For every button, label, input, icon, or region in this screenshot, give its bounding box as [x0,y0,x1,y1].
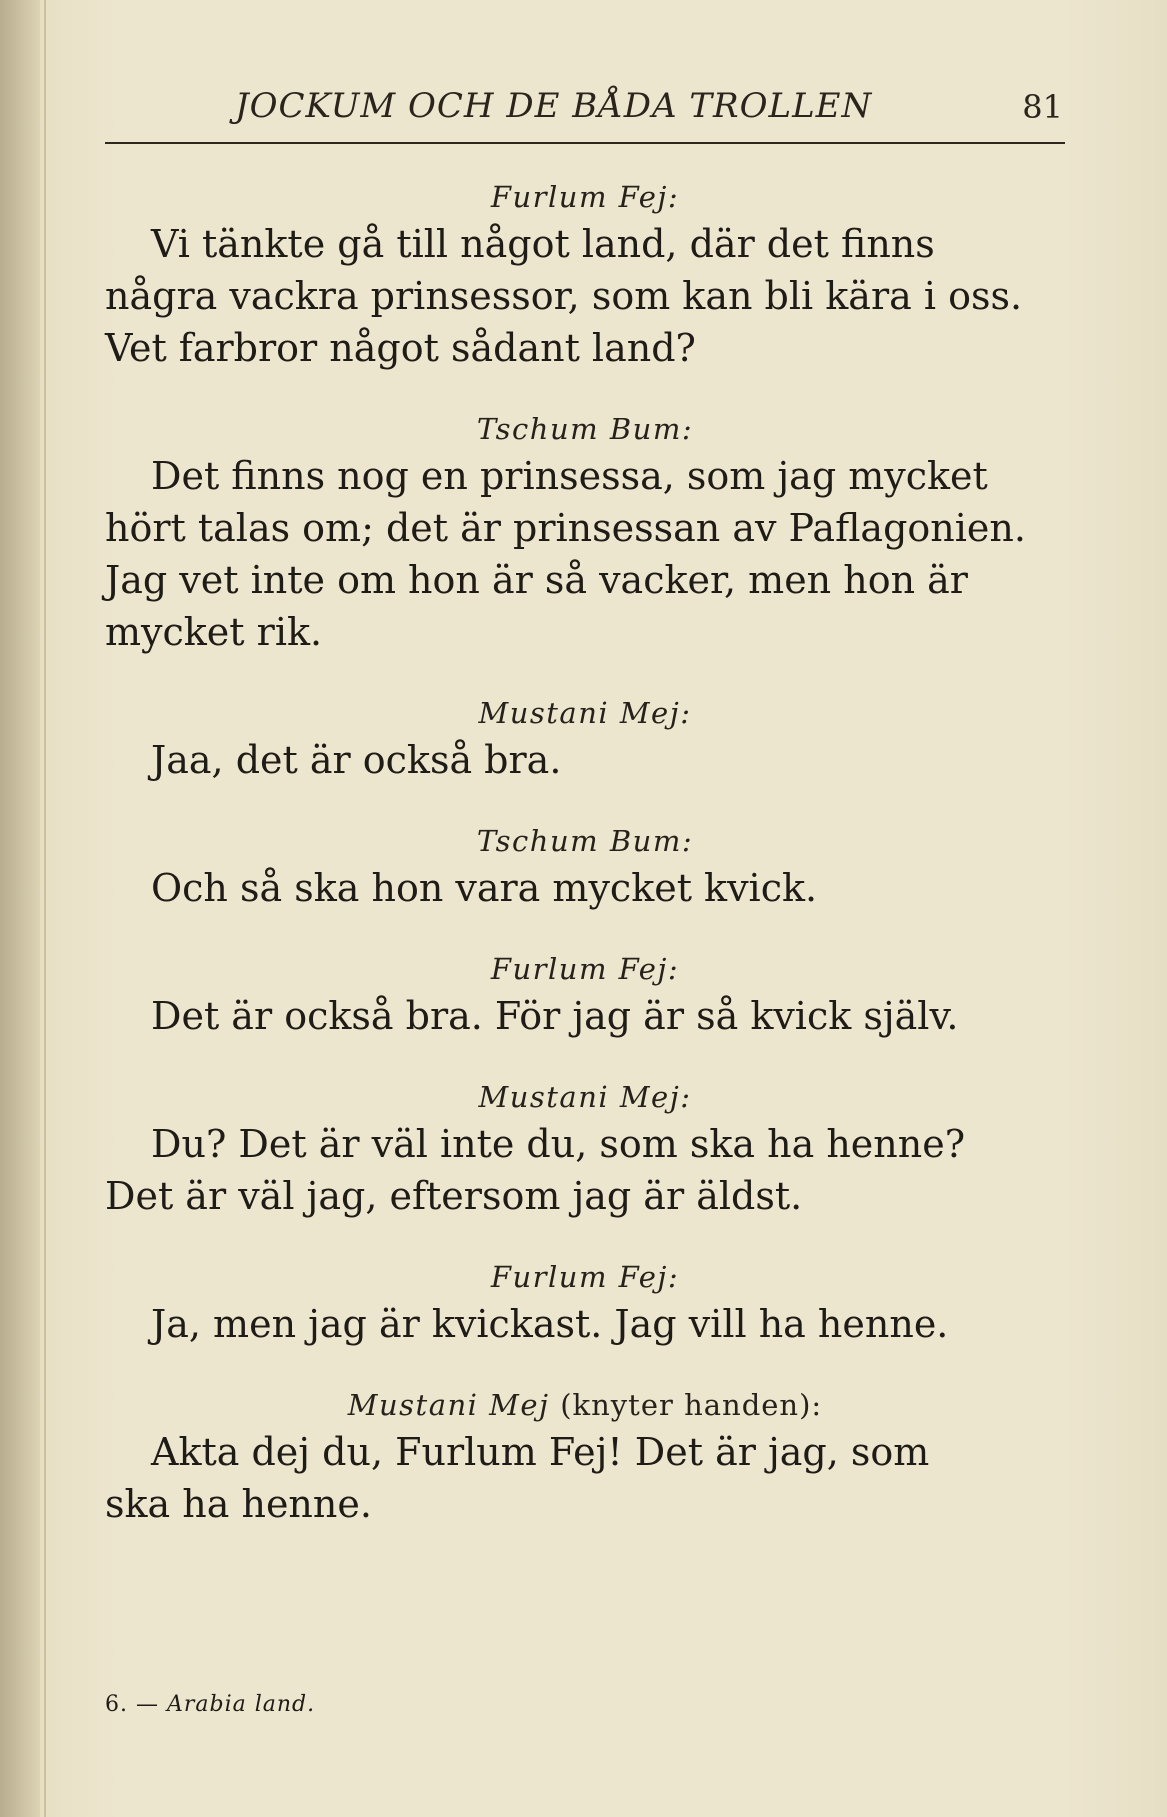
speech-line: Och så ska hon vara mycket kvick. [151,866,818,910]
speaker-name: Tschum Bum: [476,824,694,858]
speech-line: ska ha henne. [105,1482,372,1526]
signature-title: Arabia land. [166,1692,316,1717]
dialogue-text [105,180,1065,1568]
speech-line: Jaa, det är också bra. [151,738,562,782]
printer-signature [105,1692,315,1717]
speech-line: några vackra prinsessor, som kan bli kära i oss. [105,274,1023,318]
speaker-name: Mustani Mej: [478,1080,692,1114]
speaker-name: Furlum Fej: [490,180,680,214]
page-header [105,86,1065,142]
speech-line: mycket rik. [105,610,323,654]
book-spine [0,0,40,1817]
running-title: JOCKUM OCH DE BÅDA TROLLEN [235,86,873,126]
dialogue-block [105,952,1065,1042]
signature-number: 6. — [105,1692,159,1717]
dialogue-block [105,1080,1065,1222]
speech-line: Vet farbror något sådant land? [105,326,696,370]
speech-line: Akta dej du, Furlum Fej! Det är jag, som [151,1430,930,1474]
speech-line: Vi tänkte gå till något land, där det finns [151,222,935,266]
dialogue-block [105,824,1065,914]
speech-line: Du? Det är väl inte du, som ska ha henne? [151,1122,966,1166]
speaker-name: Tschum Bum: [476,412,694,446]
page-number: 81 [1022,88,1063,126]
speaker-name: Furlum Fej: [490,1260,680,1294]
stage-direction: (knyter handen): [560,1388,823,1422]
speech-line: hört talas om; det är prinsessan av Paflagonien. [105,506,1026,550]
speech-line: Det är också bra. För jag är så kvick själv. [151,994,959,1038]
speech-line: Det finns nog en prinsessa, som jag mycket [151,454,988,498]
header-rule [105,142,1065,144]
speaker-name: Mustani Mej: [478,696,692,730]
speech-line: Jag vet inte om hon är så vacker, men hon är [105,558,968,602]
dialogue-block [105,412,1065,658]
dialogue-block [105,1388,1065,1530]
speaker-name: Mustani Mej [347,1388,550,1422]
speaker-with-direction [105,1388,1065,1422]
dialogue-block [105,696,1065,786]
speech-line: Det är väl jag, eftersom jag är äldst. [105,1174,803,1218]
speech-line: Ja, men jag är kvickast. Jag vill ha henne. [151,1302,949,1346]
dialogue-block [105,1260,1065,1350]
gutter-line [44,0,46,1817]
speaker-name: Furlum Fej: [490,952,680,986]
dialogue-block [105,180,1065,374]
